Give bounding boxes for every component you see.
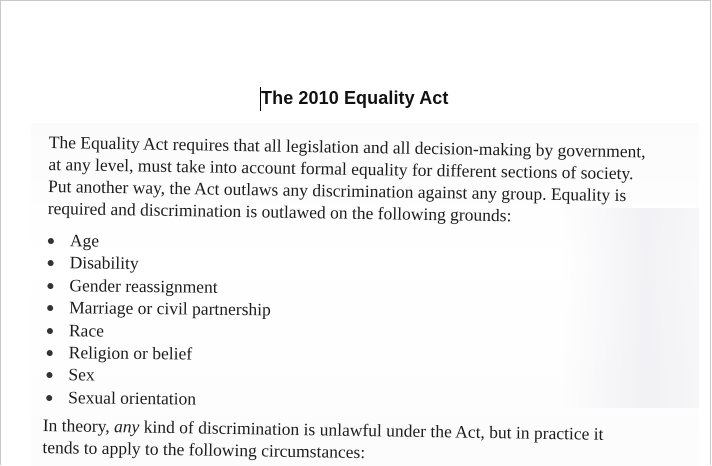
list-item bbox=[45, 274, 271, 299]
bullet-icon bbox=[46, 372, 52, 378]
list-item bbox=[44, 386, 270, 411]
intro-line: required and discrimination is outlawed on the following grounds: bbox=[47, 197, 512, 226]
intro-line: The Equality Act requires that all legislation and all decision-making by government, bbox=[48, 131, 646, 162]
list-item-label: Religion or belief bbox=[68, 342, 193, 364]
bullet-icon bbox=[48, 238, 54, 244]
bullet-icon bbox=[46, 395, 52, 401]
intro-paragraph bbox=[48, 131, 646, 228]
list-item-label: Gender reassignment bbox=[69, 275, 218, 297]
list-item-label: Marriage or civil partnership bbox=[69, 297, 271, 320]
grounds-list bbox=[44, 229, 272, 410]
page-title: The 2010 Equality Act bbox=[261, 88, 449, 108]
list-item bbox=[46, 229, 272, 254]
list-item-label: Sex bbox=[68, 364, 95, 385]
practice-line: In theory, any kind of discrimination is unlawful under the Act, but in practice it bbox=[42, 414, 604, 444]
practice-paragraph bbox=[42, 414, 603, 466]
list-item bbox=[45, 319, 271, 344]
list-item bbox=[45, 341, 271, 366]
emphasis-text: any bbox=[113, 416, 140, 437]
bullet-icon bbox=[47, 305, 53, 311]
list-item bbox=[45, 296, 271, 321]
list-item-label: Race bbox=[68, 319, 105, 341]
bullet-icon bbox=[47, 283, 53, 289]
bullet-icon bbox=[47, 350, 53, 356]
list-item-label: Age bbox=[69, 230, 100, 251]
bullet-icon bbox=[48, 260, 54, 266]
practice-line: tends to apply to the following circumstances: bbox=[42, 436, 366, 463]
intro-line: Put another way, the Act outlaws any discrimination against any group. Equality is bbox=[47, 175, 627, 206]
bullet-icon bbox=[47, 328, 53, 334]
list-item bbox=[44, 363, 270, 388]
intro-line: at any level, must take into account formal equality for different sections of society. bbox=[48, 153, 634, 184]
list-item bbox=[46, 251, 272, 276]
scan-shadow bbox=[561, 208, 699, 408]
list-item-label: Disability bbox=[69, 252, 139, 274]
list-item-label: Sexual orientation bbox=[68, 386, 197, 409]
scanned-text-image bbox=[31, 123, 699, 466]
